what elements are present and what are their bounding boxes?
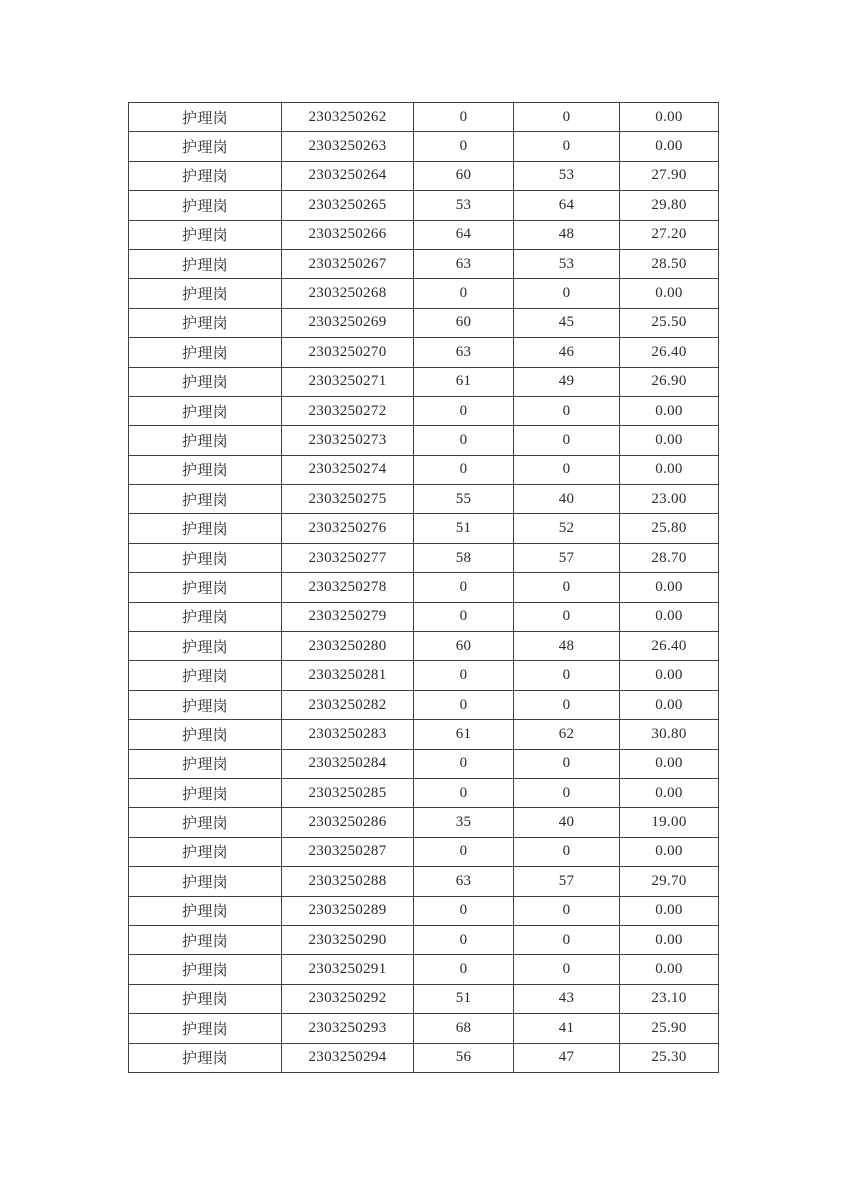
col-candidate-id: 2303250268 [282, 279, 414, 308]
col-score-2: 0 [514, 955, 620, 984]
col-candidate-id: 2303250263 [282, 132, 414, 161]
table-row [129, 455, 719, 484]
col-candidate-id: 2303250270 [282, 338, 414, 367]
col-score-1: 0 [414, 837, 514, 866]
table-row [129, 867, 719, 896]
table-row [129, 514, 719, 543]
col-score-1: 0 [414, 426, 514, 455]
scores-table [128, 102, 719, 1073]
col-score-2: 0 [514, 690, 620, 719]
col-score-2: 0 [514, 573, 620, 602]
col-weighted-total: 23.00 [620, 485, 719, 514]
col-weighted-total: 0.00 [620, 279, 719, 308]
col-post-name: 护理岗 [129, 103, 282, 132]
col-score-1: 0 [414, 925, 514, 954]
col-weighted-total: 0.00 [620, 455, 719, 484]
col-post-name: 护理岗 [129, 749, 282, 778]
col-score-1: 53 [414, 191, 514, 220]
col-score-2: 0 [514, 925, 620, 954]
col-score-2: 0 [514, 279, 620, 308]
col-score-2: 0 [514, 661, 620, 690]
col-score-1: 35 [414, 808, 514, 837]
table-row [129, 279, 719, 308]
col-score-2: 48 [514, 632, 620, 661]
col-post-name: 护理岗 [129, 1014, 282, 1043]
table-row [129, 573, 719, 602]
col-candidate-id: 2303250277 [282, 543, 414, 572]
col-weighted-total: 25.90 [620, 1014, 719, 1043]
col-weighted-total: 28.70 [620, 543, 719, 572]
table-row [129, 925, 719, 954]
col-post-name: 护理岗 [129, 720, 282, 749]
col-score-2: 53 [514, 249, 620, 278]
col-candidate-id: 2303250280 [282, 632, 414, 661]
col-score-2: 0 [514, 396, 620, 425]
col-weighted-total: 26.40 [620, 338, 719, 367]
col-score-1: 58 [414, 543, 514, 572]
table-row [129, 955, 719, 984]
col-weighted-total: 0.00 [620, 573, 719, 602]
col-score-2: 0 [514, 837, 620, 866]
table-row [129, 896, 719, 925]
table-row [129, 543, 719, 572]
table-row [129, 485, 719, 514]
col-weighted-total: 26.90 [620, 367, 719, 396]
col-score-1: 0 [414, 279, 514, 308]
col-post-name: 护理岗 [129, 338, 282, 367]
table-row [129, 249, 719, 278]
col-post-name: 护理岗 [129, 161, 282, 190]
table-row [129, 426, 719, 455]
col-post-name: 护理岗 [129, 690, 282, 719]
table-row [129, 632, 719, 661]
col-candidate-id: 2303250292 [282, 984, 414, 1013]
col-candidate-id: 2303250266 [282, 220, 414, 249]
col-weighted-total: 25.30 [620, 1043, 719, 1072]
col-score-1: 0 [414, 602, 514, 631]
table-row [129, 367, 719, 396]
col-post-name: 护理岗 [129, 514, 282, 543]
col-post-name: 护理岗 [129, 778, 282, 807]
col-score-1: 0 [414, 896, 514, 925]
col-candidate-id: 2303250273 [282, 426, 414, 455]
col-weighted-total: 0.00 [620, 661, 719, 690]
col-score-2: 41 [514, 1014, 620, 1043]
col-score-1: 0 [414, 396, 514, 425]
col-score-2: 47 [514, 1043, 620, 1072]
col-candidate-id: 2303250281 [282, 661, 414, 690]
col-candidate-id: 2303250267 [282, 249, 414, 278]
col-weighted-total: 25.80 [620, 514, 719, 543]
col-candidate-id: 2303250294 [282, 1043, 414, 1072]
col-score-1: 0 [414, 573, 514, 602]
col-post-name: 护理岗 [129, 455, 282, 484]
col-weighted-total: 0.00 [620, 690, 719, 719]
col-candidate-id: 2303250289 [282, 896, 414, 925]
table-row [129, 1043, 719, 1072]
col-score-2: 45 [514, 308, 620, 337]
table-row [129, 191, 719, 220]
table-row [129, 161, 719, 190]
col-score-2: 49 [514, 367, 620, 396]
col-weighted-total: 0.00 [620, 955, 719, 984]
col-candidate-id: 2303250284 [282, 749, 414, 778]
table-row [129, 661, 719, 690]
col-candidate-id: 2303250262 [282, 103, 414, 132]
col-candidate-id: 2303250272 [282, 396, 414, 425]
col-weighted-total: 0.00 [620, 925, 719, 954]
col-weighted-total: 28.50 [620, 249, 719, 278]
table-row [129, 103, 719, 132]
col-candidate-id: 2303250285 [282, 778, 414, 807]
table-row [129, 984, 719, 1013]
col-candidate-id: 2303250288 [282, 867, 414, 896]
col-weighted-total: 0.00 [620, 602, 719, 631]
col-candidate-id: 2303250269 [282, 308, 414, 337]
col-weighted-total: 25.50 [620, 308, 719, 337]
table-body [129, 103, 719, 1073]
col-post-name: 护理岗 [129, 220, 282, 249]
col-post-name: 护理岗 [129, 132, 282, 161]
col-score-2: 40 [514, 485, 620, 514]
col-post-name: 护理岗 [129, 896, 282, 925]
col-weighted-total: 23.10 [620, 984, 719, 1013]
col-score-2: 0 [514, 426, 620, 455]
table-row [129, 308, 719, 337]
table-row [129, 808, 719, 837]
col-post-name: 护理岗 [129, 367, 282, 396]
col-post-name: 护理岗 [129, 543, 282, 572]
col-candidate-id: 2303250293 [282, 1014, 414, 1043]
col-post-name: 护理岗 [129, 426, 282, 455]
col-post-name: 护理岗 [129, 279, 282, 308]
col-weighted-total: 0.00 [620, 396, 719, 425]
table-row [129, 396, 719, 425]
col-post-name: 护理岗 [129, 191, 282, 220]
col-score-1: 63 [414, 338, 514, 367]
col-candidate-id: 2303250291 [282, 955, 414, 984]
col-post-name: 护理岗 [129, 867, 282, 896]
col-post-name: 护理岗 [129, 955, 282, 984]
col-weighted-total: 0.00 [620, 426, 719, 455]
col-post-name: 护理岗 [129, 308, 282, 337]
col-score-2: 62 [514, 720, 620, 749]
col-score-1: 63 [414, 249, 514, 278]
col-weighted-total: 19.00 [620, 808, 719, 837]
table-row [129, 338, 719, 367]
col-candidate-id: 2303250290 [282, 925, 414, 954]
table-row [129, 778, 719, 807]
col-candidate-id: 2303250271 [282, 367, 414, 396]
col-candidate-id: 2303250265 [282, 191, 414, 220]
col-weighted-total: 0.00 [620, 837, 719, 866]
col-post-name: 护理岗 [129, 984, 282, 1013]
col-candidate-id: 2303250276 [282, 514, 414, 543]
col-score-2: 57 [514, 867, 620, 896]
col-score-1: 0 [414, 103, 514, 132]
col-weighted-total: 0.00 [620, 103, 719, 132]
col-score-1: 68 [414, 1014, 514, 1043]
col-score-1: 0 [414, 455, 514, 484]
col-post-name: 护理岗 [129, 837, 282, 866]
col-score-1: 61 [414, 367, 514, 396]
col-score-1: 0 [414, 132, 514, 161]
col-score-1: 60 [414, 308, 514, 337]
col-post-name: 护理岗 [129, 485, 282, 514]
col-weighted-total: 27.20 [620, 220, 719, 249]
col-post-name: 护理岗 [129, 661, 282, 690]
col-candidate-id: 2303250282 [282, 690, 414, 719]
col-score-1: 0 [414, 778, 514, 807]
col-score-1: 51 [414, 984, 514, 1013]
col-score-1: 0 [414, 661, 514, 690]
col-weighted-total: 29.80 [620, 191, 719, 220]
col-score-1: 60 [414, 161, 514, 190]
col-post-name: 护理岗 [129, 1043, 282, 1072]
col-post-name: 护理岗 [129, 808, 282, 837]
col-score-1: 0 [414, 955, 514, 984]
col-score-2: 46 [514, 338, 620, 367]
table-row [129, 132, 719, 161]
col-score-2: 40 [514, 808, 620, 837]
col-score-2: 53 [514, 161, 620, 190]
col-post-name: 护理岗 [129, 249, 282, 278]
table-row [129, 690, 719, 719]
col-score-1: 0 [414, 690, 514, 719]
col-score-1: 63 [414, 867, 514, 896]
table-row [129, 602, 719, 631]
table-row [129, 749, 719, 778]
col-score-2: 0 [514, 896, 620, 925]
col-candidate-id: 2303250286 [282, 808, 414, 837]
col-score-1: 51 [414, 514, 514, 543]
col-score-2: 0 [514, 132, 620, 161]
col-candidate-id: 2303250275 [282, 485, 414, 514]
col-post-name: 护理岗 [129, 602, 282, 631]
col-candidate-id: 2303250278 [282, 573, 414, 602]
col-score-2: 52 [514, 514, 620, 543]
col-weighted-total: 29.70 [620, 867, 719, 896]
col-score-2: 64 [514, 191, 620, 220]
col-candidate-id: 2303250279 [282, 602, 414, 631]
col-score-1: 55 [414, 485, 514, 514]
col-post-name: 护理岗 [129, 573, 282, 602]
col-score-2: 48 [514, 220, 620, 249]
col-weighted-total: 30.80 [620, 720, 719, 749]
col-weighted-total: 0.00 [620, 749, 719, 778]
col-candidate-id: 2303250274 [282, 455, 414, 484]
col-score-1: 56 [414, 1043, 514, 1072]
col-score-2: 43 [514, 984, 620, 1013]
col-score-1: 60 [414, 632, 514, 661]
col-weighted-total: 26.40 [620, 632, 719, 661]
col-score-2: 0 [514, 455, 620, 484]
col-candidate-id: 2303250283 [282, 720, 414, 749]
col-score-1: 0 [414, 749, 514, 778]
col-post-name: 护理岗 [129, 925, 282, 954]
col-weighted-total: 0.00 [620, 132, 719, 161]
col-score-2: 0 [514, 749, 620, 778]
col-score-2: 0 [514, 103, 620, 132]
col-weighted-total: 0.00 [620, 778, 719, 807]
table-row [129, 837, 719, 866]
col-candidate-id: 2303250287 [282, 837, 414, 866]
col-score-2: 0 [514, 602, 620, 631]
col-post-name: 护理岗 [129, 632, 282, 661]
col-score-1: 64 [414, 220, 514, 249]
col-candidate-id: 2303250264 [282, 161, 414, 190]
col-post-name: 护理岗 [129, 396, 282, 425]
col-score-1: 61 [414, 720, 514, 749]
table-row [129, 1014, 719, 1043]
col-weighted-total: 27.90 [620, 161, 719, 190]
table-row [129, 720, 719, 749]
col-score-2: 0 [514, 778, 620, 807]
col-score-2: 57 [514, 543, 620, 572]
table-row [129, 220, 719, 249]
col-weighted-total: 0.00 [620, 896, 719, 925]
